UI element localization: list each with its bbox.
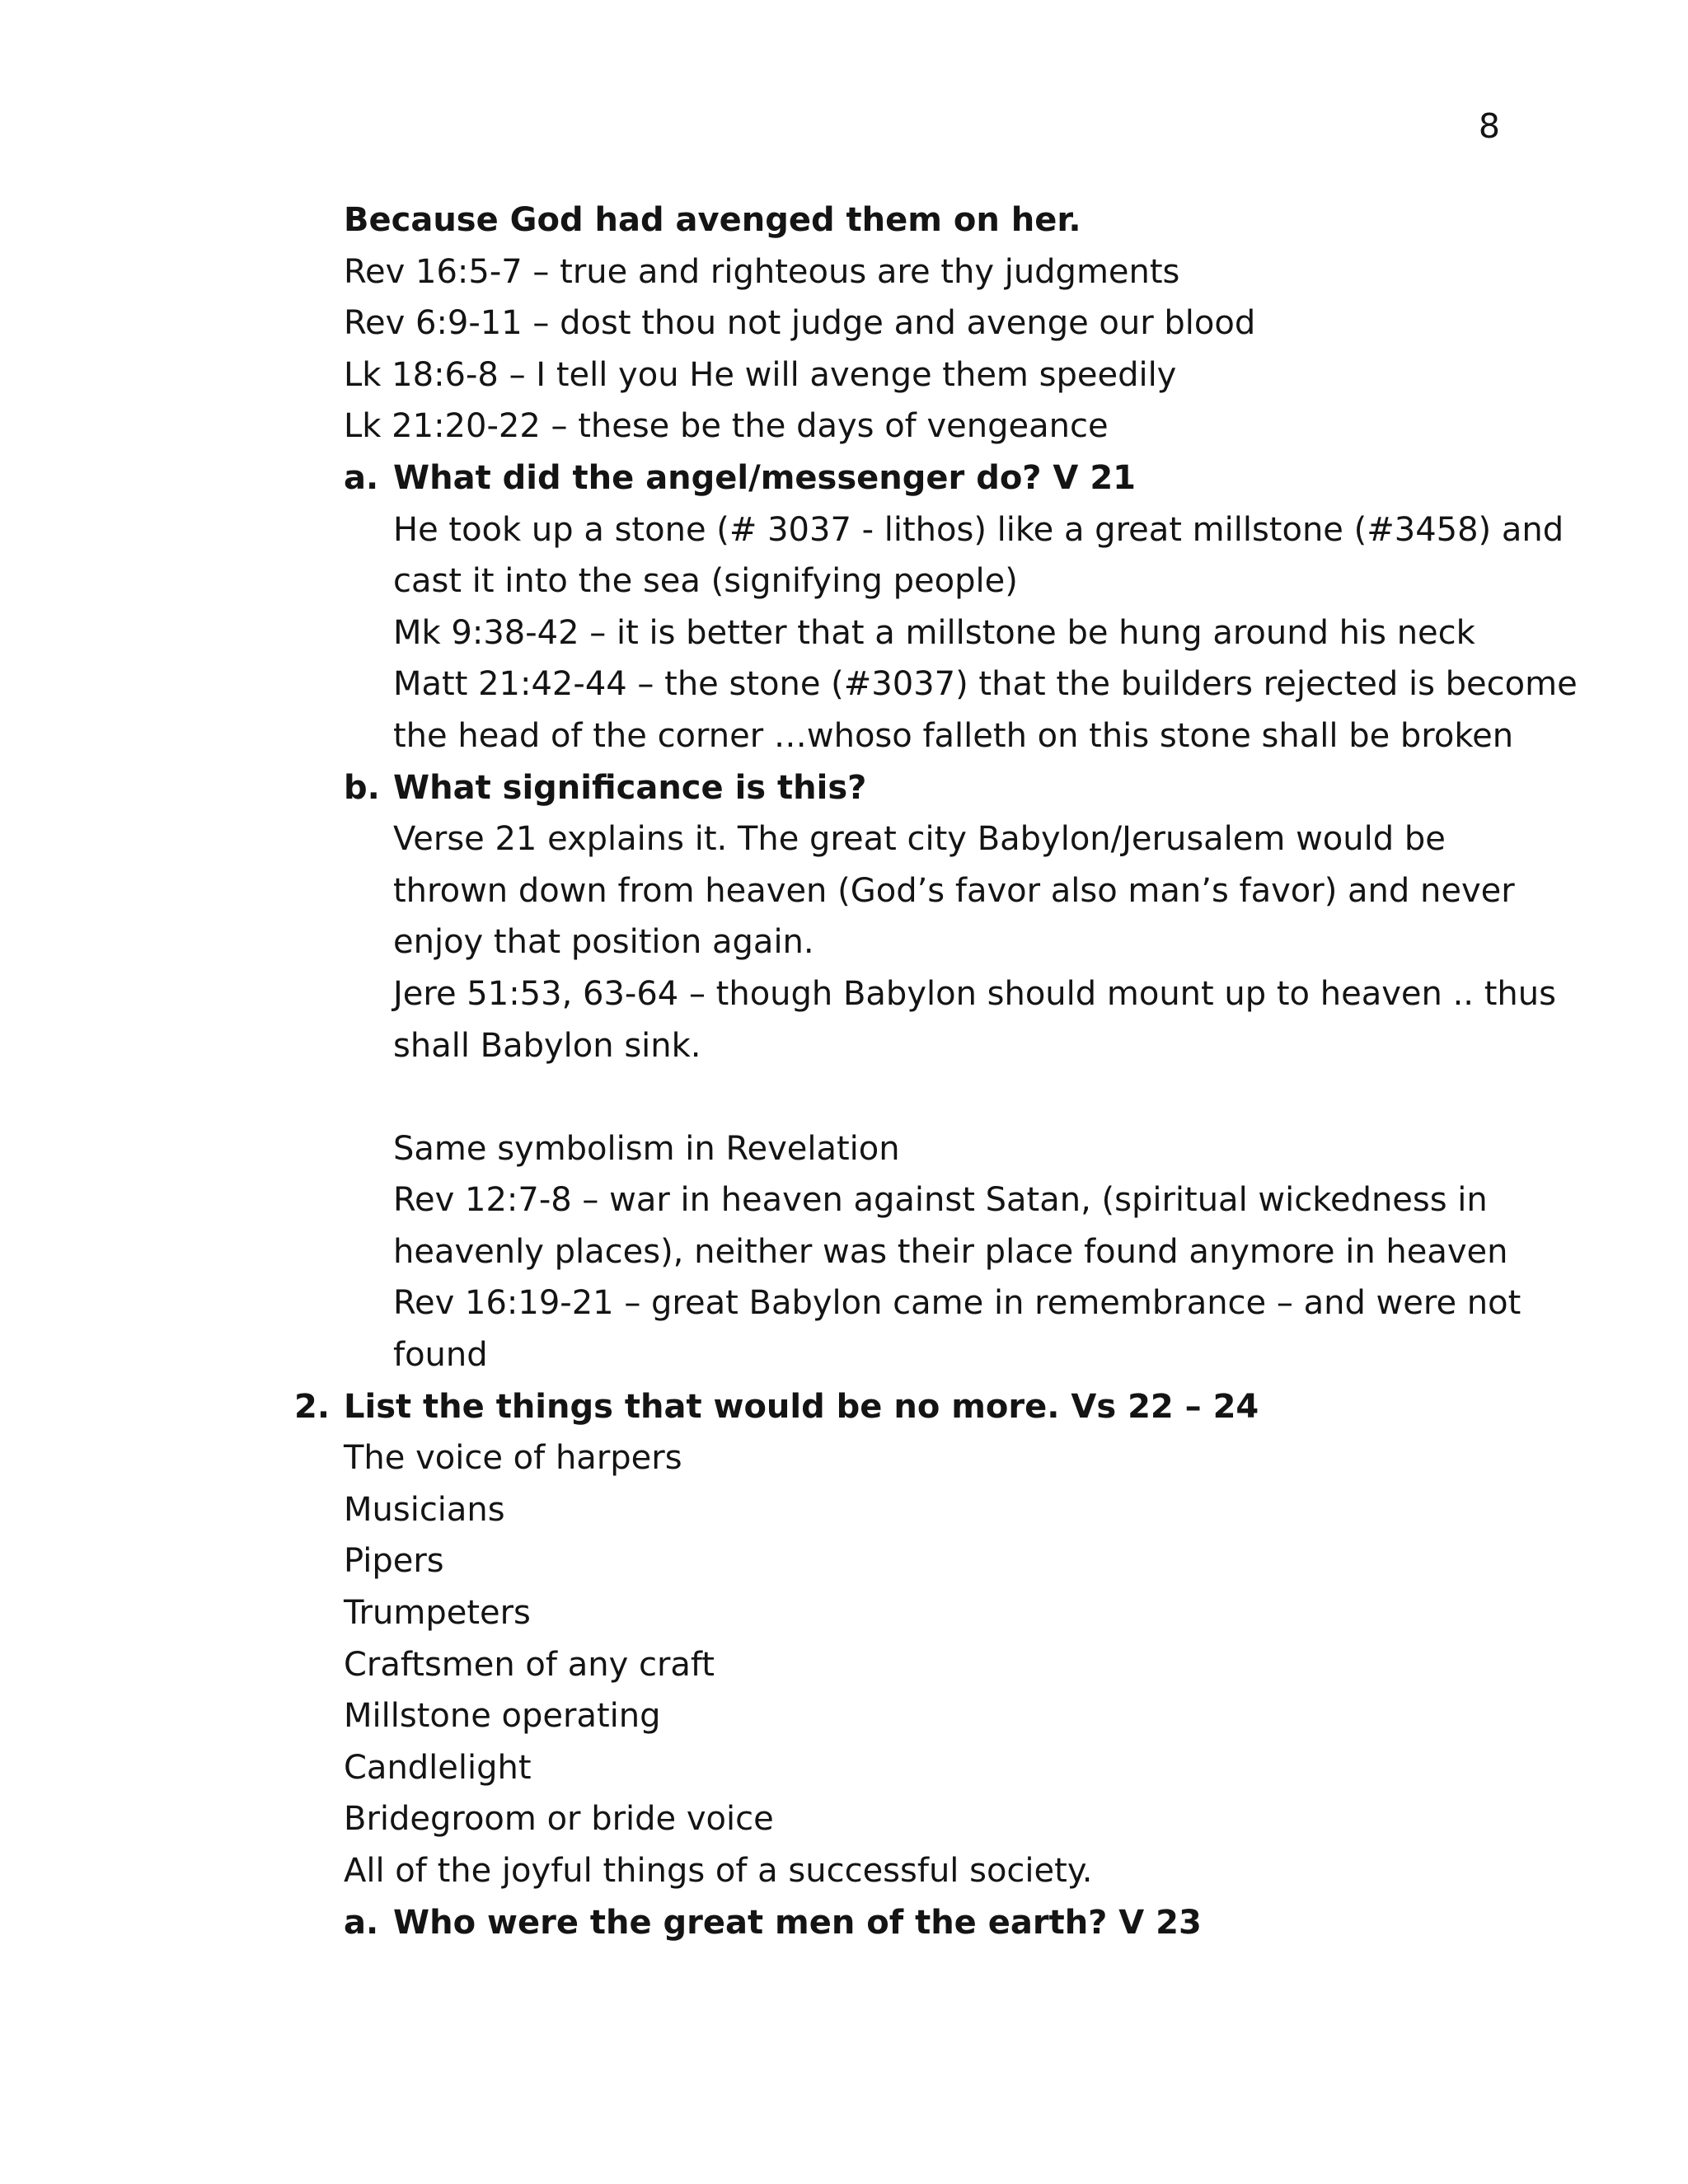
- page-number: 8: [1478, 106, 1500, 146]
- list-item: The voice of harpers: [344, 1439, 682, 1478]
- list-item: Craftsmen of any craft: [344, 1645, 715, 1684]
- question-text: Who were the great men of the earth? V 23: [393, 1903, 1202, 1942]
- answer-line: thrown down from heaven (God’s favor also man’s favor) and never: [393, 871, 1515, 910]
- answer-line: Rev 12:7-8 – war in heaven against Satan, (spiritual wickedness in: [393, 1181, 1488, 1220]
- section-heading: Because God had avenged them on her.: [344, 201, 1081, 239]
- answer-line: enjoy that position again.: [393, 923, 814, 962]
- list-marker: 2.: [294, 1387, 331, 1426]
- answer-line: the head of the corner …whoso falleth on this stone shall be broken: [393, 716, 1514, 755]
- list-item: Bridegroom or bride voice: [344, 1800, 774, 1839]
- answer-line: Jere 51:53, 63-64 – though Babylon should mount up to heaven .. thus: [393, 974, 1556, 1013]
- answer-line: Matt 21:42-44 – the stone (#3037) that the builders rejected is become: [393, 665, 1578, 704]
- question-text: What significance is this?: [393, 768, 867, 807]
- answer-line: Same symbolism in Revelation: [393, 1129, 900, 1168]
- answer-line: heavenly places), neither was their place found anymore in heaven: [393, 1232, 1508, 1271]
- question-text: What did the angel/messenger do? V 21: [393, 458, 1136, 497]
- list-item: Trumpeters: [344, 1594, 531, 1633]
- list-marker: b.: [344, 768, 380, 807]
- scripture-reference: Lk 21:20-22 – these be the days of vengeance: [344, 407, 1109, 446]
- question-b: [0, 762, 1688, 814]
- answer-line: He took up a stone (# 3037 - lithos) like a great millstone (#3458) and: [393, 510, 1564, 549]
- answer-line: Rev 16:19-21 – great Babylon came in remembrance – and were not: [393, 1284, 1522, 1323]
- answer-line: shall Babylon sink.: [393, 1026, 701, 1065]
- scripture-reference: Rev 6:9-11 – dost thou not judge and avenge our blood: [344, 304, 1256, 343]
- scripture-reference: Rev 16:5-7 – true and righteous are thy judgments: [344, 252, 1180, 291]
- question-text: List the things that would be no more. Vs 22 – 24: [344, 1387, 1259, 1426]
- list-item: All of the joyful things of a successful society.: [344, 1852, 1093, 1890]
- scripture-reference: Lk 18:6-8 – I tell you He will avenge them speedily: [344, 355, 1177, 394]
- answer-line: cast it into the sea (signifying people): [393, 562, 1018, 601]
- list-marker: a.: [344, 1903, 379, 1942]
- answer-line: Mk 9:38-42 – it is better that a millstone be hung around his neck: [393, 613, 1475, 652]
- list-marker: a.: [344, 458, 379, 497]
- question-a: [0, 452, 1688, 504]
- list-item: Candlelight: [344, 1748, 532, 1787]
- list-item: Pipers: [344, 1542, 444, 1581]
- list-item: Millstone operating: [344, 1697, 661, 1736]
- answer-line: found: [393, 1336, 488, 1375]
- document-body: [0, 194, 1688, 1948]
- question-2: [0, 1381, 1688, 1433]
- blank-line: [0, 1071, 1688, 1123]
- answer-line: Verse 21 explains it. The great city Babylon/Jerusalem would be: [393, 820, 1446, 859]
- question-2a: [0, 1897, 1688, 1949]
- list-item: Musicians: [344, 1490, 505, 1529]
